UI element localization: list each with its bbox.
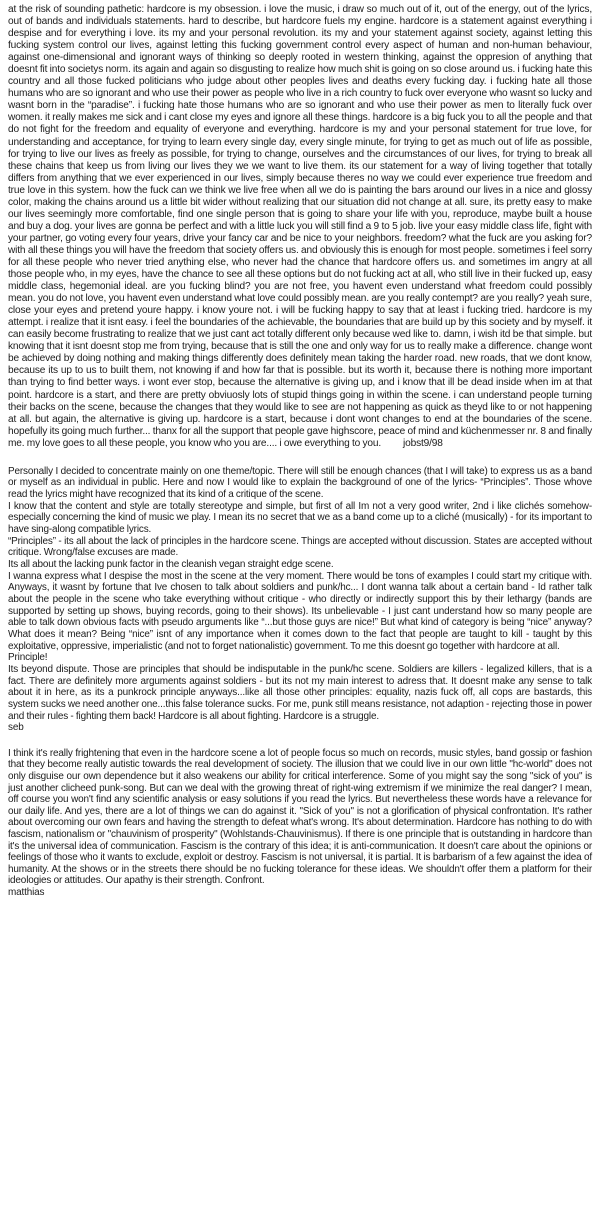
statement-seb-paragraph: Its all about the lacking punk factor in the cleanish vegan straight edge scene. — [8, 558, 334, 570]
statement-seb-paragraph: I wanna express what I despise the most in the scene at the very moment. There would be tons of examples I could start my critique with. Anyways, it wasnt by fortune that Ive chosen to talk about soldiers and punk/hc... I dont wanna talk about a certain band - Id rather talk about the people in the scene who take everything without critique - who directly or indirectly support this by their lethargy (bands are supported by setting up shows, buying records, going to their shows). Its unbelievable - I just cant understand how so many people are able to talk down obvious facts with pseudo arguments like “...but those guys are nice!” But what kind of category is being “nice” anyway? What does it mean? Being “nice” isnt of any importance when it comes down to the fact that people are taught to kill - taught by this exploitative, oppressive, imperialistic (and not to forget nationalistic) government. To me this doesnt go together with hardcore at all. — [8, 570, 592, 652]
statement-seb-paragraph: Principle! — [8, 652, 48, 664]
statement-jobst-text: at the risk of sounding pathetic: hardcore is my obsession. i love the music, i draw so much out of it, out of the energy, out of the lyrics, out of bands and individuals statements. hard to describe, but hardcore fuels my engine. hardcore is a statement against everything i despise and for everything i love. its my and your personal revolution. its my and your statement against society, against letting this fucking system control our lives, against letting this fucking government control every aspect of human and non-human behaviour, against one-dimensional and ignorant ways of thinking so deeply rooted in western thinking, against the oppresion of anything that doesnt fit into societys norm. its again and again so disgusting to realize how much shit is going on so close around us. i fucking hate this country and all those fucked politicians who judge about other peoples lives and deaths every fucking day. i fucking hate all those humans who are so ignorant and who use their power as people who live in a rich country to fuck over everyone who wasnt so lucky and wasnt born in the “paradise”. i fucking hate those humans who are so ignorant and who use their power as men to literally fuck over women. it really makes me sick and i cant close my eyes and ignore all these things. hardcore is a big fuck you to all the people and that do not fight for the freedom and equality of everyone and everything. hardcore is my and your personal statement for true love, for understanding and acceptance, for trying to learn every single day, every single minute, for trying to get as much out of life as possible, for trying to live our lives as freely as possible, for trying to change, ourselves and the circumstances of our lives, for trying to break all these chains that keep us from living our lives they we we want to live them. its our statement for a way of living together that totally differs from anything that we ever experienced in our lives, simply because theres no way we could ever experience true freedom and true love in this system. how the fuck can we think we live free when all we do is painting the bars around our lives in a nice and glossy color, making the chains around us a little bit wider without realizing that our situation did not change at all. sure, its pretty easy to make our lives seemingly more comfortable, find one single person that is going to share your life with you, reproduce, maybe built a house and buy a dog. your lives are gonna be perfect and with a little luck you will still find a 9 to 5 job. live your easy middle class life, fight with your partner, go voting every four years, drive your fancy car and be nice to your neighbors. freedom? what the fuck are you asking for? with all these things you will have the freedom that society offers us. and obviously this is enough for most people. sometimes i feel sorry for all these people who never tried anything else, who never had the chance that hardcore offers us. and sometimes im angry at all those people who, in my eyes, have the chance to see all these options but do not fucking act at all, who still live in their fucked up, easy middle class, hegemonial ideal. are you fucking blind? you are not free, you havent even understand what freedom could possibly mean. you do not love, you havent even understand what love could possibly mean. are you really contempt? are you really? yeah sure, close your eyes and pretend youre happy. i know youre not. i will be fucking happy to say that at least i fucking tried. hardcore is my attempt. i realize that it isnt easy. i feel the boundaries of the achievable, the boundaries that are build up by this society and by myself. it can easily become frustrating to realize that we just cant act totally different only because wed like to. damn, i wish itd be that simple. but knowing that it isnt doesnt stop me from trying, because that is still the one and only way for us to really make a difference. change wont be achieved by doing nothing and making things differently does definitely mean taking the harder road. new roads, that we dont know, because its up to us to built them, not knowing if and how far that is possible. but its worth it, because there is nothing more important than trying to find better ways. i wont ever stop, because the alternative is giving up, and i know that ill be dead inside when im at that point. hardcore is a start, and there are pretty obviuosly lots of stupid things going in within the scene. i can understand people turning their backs on the scene, because the changes that they would like to see are not happening as quick as theyd like to or not happening at all. but again, the alternative is giving up. hardcore is a start, because i dont wont changes to end at the boundaries of the scene. hopefully its going much further... thanx for all the support that people gave highscore, peace of mind and küchenmesser nr. 8 and finally me. my love goes to all these people, you know who you are.... i owe everything to you. — [8, 4, 592, 449]
statement-matthias-signature: matthias — [8, 886, 45, 898]
statement-matthias — [8, 748, 592, 899]
statement-matthias-text: I think it's really frightening that even in the hardcore scene a lot of people focus so much on records, music styles, band gossip or fashion that they become really autistic towards the real development of society. The illusion that we could live in our own little "hc-world" does not only disguise our own dependence but it also weakens our ability for critical interference. Some of you might say the song "sick of you" is just another clicheed punk-song. But can we deal with the growing threat of right-wing extremism if we minimize the real danger? I mean, off course you won't find any scientific analysis or easy solutions if you read the lyrics. But nevertheless these words have a relevance for our daily life. And yes, there are a lot of things we can do against it. "Sick of you" is not a glorification of physical confrontation. It's rather about overcoming our own fears and having the strength to defeat what's wrong. It's about determination. Hardcore has nothing to do with fascism, nationalism or "chauvinism of prosperity" (Wohlstands-Chauvinismus). If there is one principle that is outstanding in hardcore than it's the universal idea of communication. Fascism is the contrary of this idea; it is anti-communication. It doesn't care about the opinions or feelings of those who it wants to exclude, exploit or destroy. Fascism is not universal, it is partial. It is barbarism of a few against the idea of humanity. At the shows or in the streets there should be no fucking tolerance for these ideas. We shouldn't offer them a platform for their ideologies or attitudes. Our apathy is their strength. Confront. — [8, 747, 592, 887]
statement-seb-paragraph: “Principles” - its all about the lack of principles in the hardcore scene. Things are accepted without discussion. States are accepted without critique. Wrong/false excuses are made. — [8, 535, 592, 559]
statement-jobst-signature: jobst9/98 — [403, 437, 443, 449]
statement-jobst-body — [8, 4, 592, 450]
statement-seb-signature: seb — [8, 722, 24, 734]
statement-jobst — [8, 4, 592, 450]
statement-seb-paragraph: Personally I decided to concentrate mainly on one theme/topic. There will still be enough chances (that I will take) to express us as a band or myself as an individual in public. Here and now I would like to explain the background of one of the lyrics- “Principles”. Those whove read the lyrics might have recognized that its kind of a critique of the scene. — [8, 465, 592, 501]
statement-seb — [8, 466, 592, 734]
statement-seb-paragraph: Its beyond dispute. Those are principles that should be indisputable in the punk/hc scene. Soldiers are killers - legalized killers, that is a fact. There are definitely more arguments against soldiers - but its not my main interest to adress that. It doesnt make any sense to talk about it in here, as its a punkrock principle anyways...like all those other principles: equality, nazis fuck off, all cops are bastards, this system sucks we need another one...this false tolerance sucks. For me, punk still means resistance, not adaption - rejecting those in power and their rules - fighting them back! Hardcore is all about fighting. Hardcore is a struggle. — [8, 663, 592, 722]
statement-seb-paragraph: I know that the content and style are totally stereotype and simple, but first of all Im not a very good writer, 2nd i like clichés somehow- especially concerning the kind of music we play. I mean its no secret that we as a band come up to a cliché (musically) - for its important to have sing-along compatible lyrics. — [8, 500, 592, 536]
